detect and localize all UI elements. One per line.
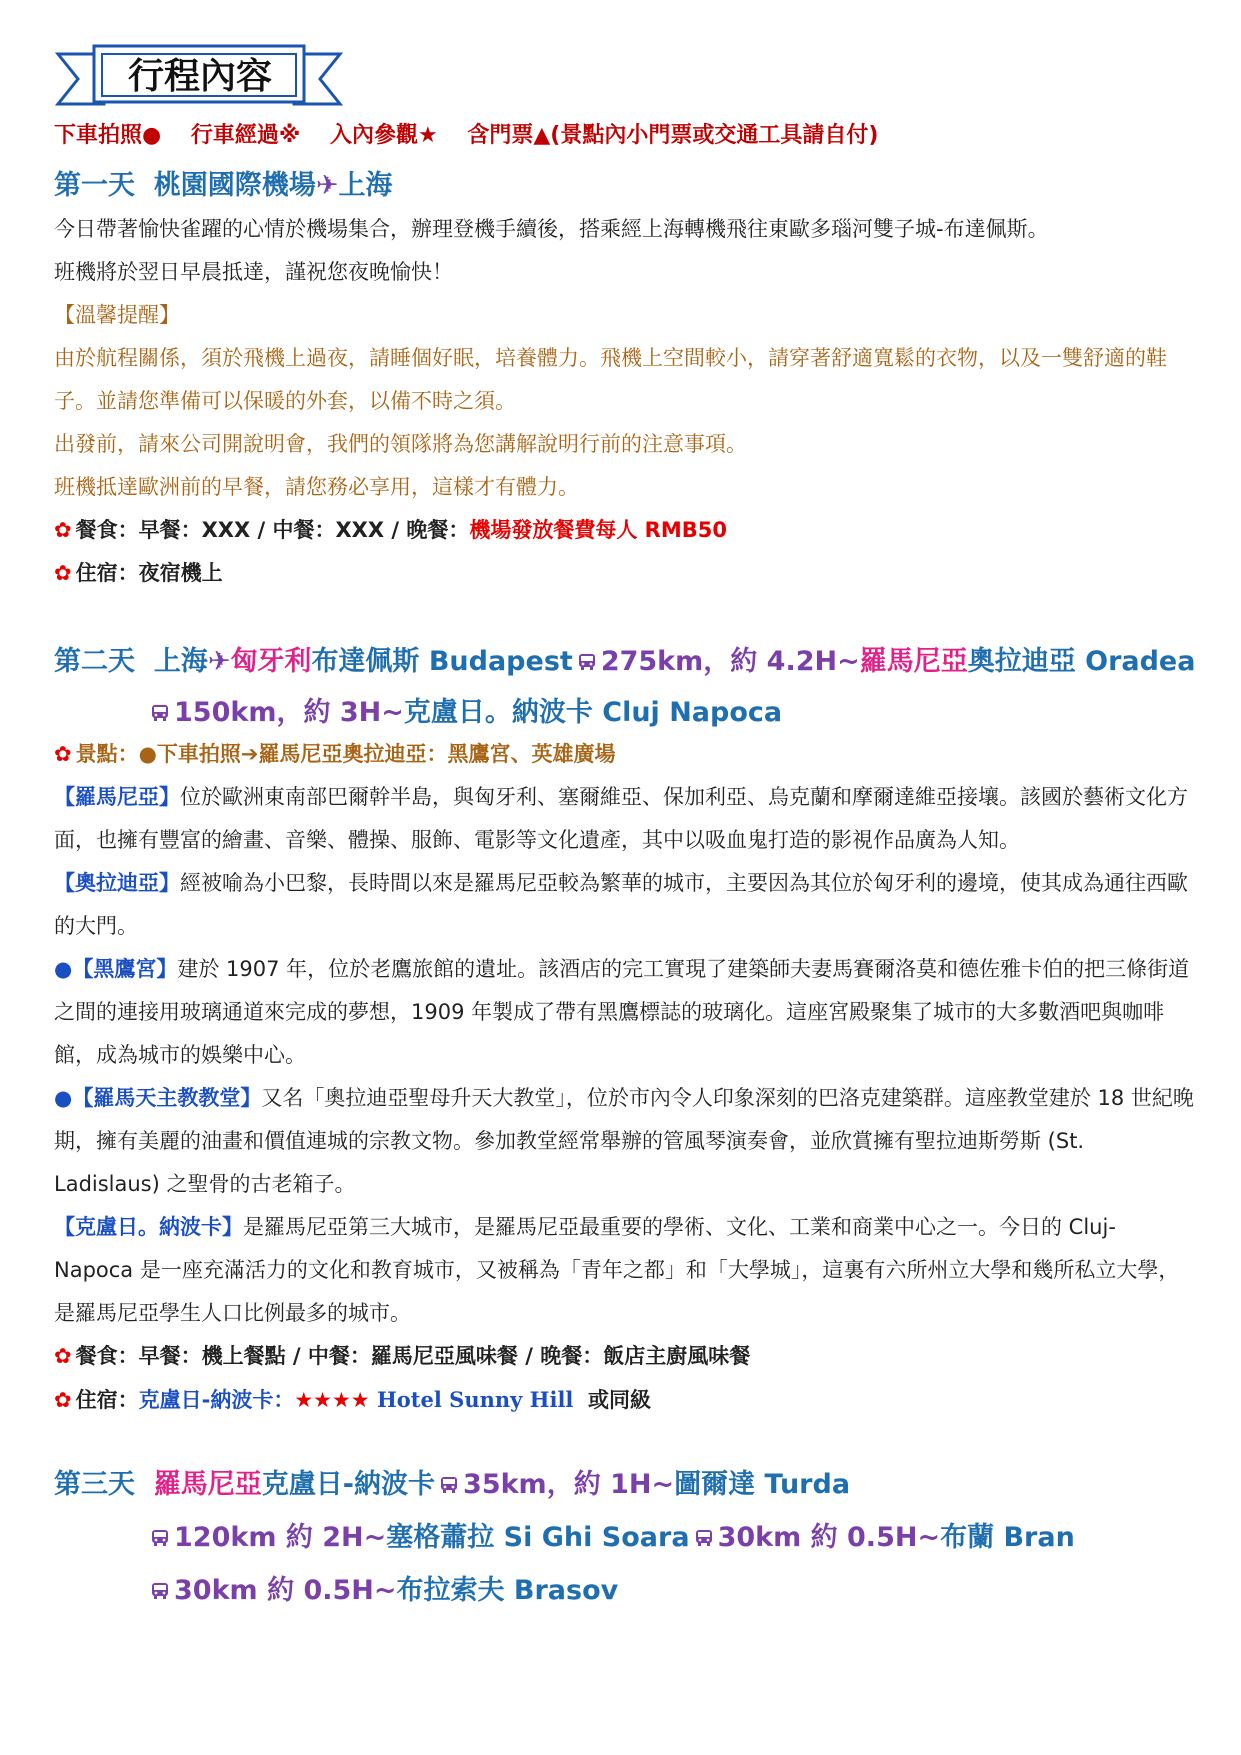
- day3-city3: 塞格蕭拉 Si Ghi Soara: [386, 1522, 690, 1553]
- day1-tip-title: 【溫馨提醒】: [54, 303, 180, 327]
- day2-label: 第二天: [54, 646, 135, 677]
- day2-romania: [54, 776, 1194, 862]
- bus-icon: [150, 704, 170, 722]
- day3-dist1: 35km，約 1H~: [463, 1469, 675, 1500]
- day3-dist2: 120km 約 2H~: [174, 1522, 387, 1553]
- itinerary-page: [54, 40, 1194, 1607]
- day3-city4: 布蘭 Bran: [940, 1522, 1075, 1553]
- day2-hotel-suffix: 或同級: [588, 1388, 652, 1412]
- day3-heading-line2: [54, 1515, 1194, 1554]
- flower-icon: ✿: [54, 1344, 72, 1368]
- bus-icon: [694, 1529, 714, 1547]
- day1-hotel-value: 夜宿機上: [138, 561, 223, 585]
- flower-icon: ✿: [54, 1388, 72, 1412]
- day2-cluj-title: 【克盧日。納波卡】: [54, 1215, 243, 1239]
- day2-hotel-name: Hotel Sunny Hill: [376, 1387, 574, 1412]
- day2-cluj-text: 是羅馬尼亞第三大城市，是羅馬尼亞最重要的學術、文化、工業和商業中心之一。今日的 Cluj-Napoca 是一座充滿活力的文化和教育城市，又被稱為「青年之都」和「大學城」，這裏有六所州立大學和幾所私立大學，是羅馬尼亞學生人口比例最多的城市。: [54, 1215, 1180, 1325]
- day3-city5: 布拉索夫 Brasov: [396, 1575, 619, 1606]
- day2-country2: 羅馬尼亞: [859, 646, 968, 677]
- bus-icon: [439, 1476, 459, 1494]
- day3-city1: 克盧日-納波卡: [261, 1469, 436, 1500]
- day2-oradea: [54, 862, 1194, 948]
- day2-cathedral-title: ●【羅馬天主教教堂】: [54, 1086, 262, 1110]
- day2-hotel-label: 住宿：: [75, 1388, 139, 1412]
- day2-meal: [54, 1335, 1194, 1378]
- day2-oradea-text: 經被喻為小巴黎，長時間以來是羅馬尼亞較為繁華的城市，主要因為其位於匈牙利的邊境，使其成為通往西歐的大門。: [54, 871, 1188, 938]
- day2-dist1: 275km，約 4.2H~: [600, 646, 860, 677]
- day2-cluj: [54, 1206, 1194, 1335]
- legend-pass: 行車經過※: [190, 123, 301, 148]
- day1-tip-3: 班機抵達歐洲前的早餐，請您務必享用，這樣才有體力。: [54, 475, 579, 499]
- day3-heading: [54, 1462, 1194, 1501]
- page-title: 行程內容: [127, 56, 272, 97]
- day2-hotel-city: 克盧日-納波卡：: [138, 1388, 295, 1412]
- day2-oradea-title: 【奧拉迪亞】: [54, 871, 180, 895]
- day1-hotel-label: 住宿：: [75, 561, 139, 585]
- day2-hotel: [54, 1378, 1194, 1422]
- day2-from: 上海: [153, 646, 208, 677]
- day1-hotel: [54, 552, 1194, 595]
- day3-heading-line3: [54, 1568, 1194, 1607]
- day1-heading: [54, 163, 1194, 202]
- day3-city2: 圖爾達 Turda: [674, 1469, 851, 1500]
- day1-tip-1: 由於航程關係，須於飛機上過夜，請睡個好眠，培養體力。飛機上空間較小，請穿著舒適寬鬆的衣物，以及一雙舒適的鞋子。並請您準備可以保暖的外套，以備不時之須。: [54, 346, 1167, 413]
- day2-city2: 奧拉迪亞 Oradea: [967, 646, 1196, 677]
- plane-icon: ✈: [315, 170, 339, 201]
- legend-ticket: 含門票▲(景點內小門票或交通工具請自付): [467, 123, 879, 148]
- flower-icon: ✿: [54, 742, 72, 766]
- day2-sight-label: 景點：: [75, 742, 139, 766]
- section-banner: [54, 40, 344, 116]
- day3-country: 羅馬尼亞: [153, 1469, 262, 1500]
- day2-black-eagle-title: ●【黑鷹宮】: [54, 957, 178, 981]
- day2-sight-value: ●下車拍照➔羅馬尼亞奧拉迪亞：黑鷹宮、英雄廣場: [138, 742, 616, 766]
- flower-icon: ✿: [54, 561, 72, 585]
- day1-label: 第一天: [54, 170, 135, 201]
- legend-photo: 下車拍照●: [54, 123, 162, 148]
- day2-heading: [54, 639, 1194, 678]
- day2-cathedral: [54, 1077, 1194, 1206]
- day2-black-eagle: [54, 948, 1194, 1077]
- day1-to: 上海: [338, 170, 393, 201]
- day1-meal: [54, 509, 1194, 552]
- day2-dist2: 150km，約 3H~: [174, 697, 404, 728]
- day2-romania-text: 位於歐洲東南部巴爾幹半島，與匈牙利、塞爾維亞、保加利亞、烏克蘭和摩爾達維亞接壤。該國於藝術文化方面，也擁有豐富的繪畫、音樂、體操、服飾、電影等文化遺產，其中以吸血鬼打造的影視作品廣為人知。: [54, 785, 1188, 852]
- day2-city1: 布達佩斯 Budapest: [311, 646, 573, 677]
- day2-cathedral-text: 又名「奧拉迪亞聖母升天大教堂」，位於市內令人印象深刻的巴洛克建築群。這座教堂建於 18 世紀晚期，擁有美麗的油畫和價值連城的宗教文物。參加教堂經常舉辦的管風琴演奏會，並欣賞擁有聖拉迪斯勞斯 (St. Ladislaus) 之聖骨的古老箱子。: [54, 1086, 1194, 1196]
- day3-dist4: 30km 約 0.5H~: [174, 1575, 397, 1606]
- day2-black-eagle-text: 建於 1907 年，位於老鷹旅館的遺址。該酒店的完工實現了建築師夫妻馬賽爾洛莫和德佐雅卡伯的把三條街道之間的連接用玻璃通道來完成的夢想，1909 年製成了帶有黑鷹標誌的玻璃化。這座宮殿聚集了城市的大多數酒吧與咖啡館，成為城市的娛樂中心。: [54, 957, 1190, 1067]
- legend-line: [54, 118, 1194, 149]
- plane-icon: ✈: [207, 646, 231, 677]
- day3-label: 第三天: [54, 1469, 135, 1500]
- day2-meal-value: 餐食：早餐：機上餐點 / 中餐：羅馬尼亞風味餐 / 晚餐：飯店主廚風味餐: [75, 1344, 751, 1368]
- day2-sights: [54, 733, 1194, 776]
- legend-visit: 入內參觀★: [329, 123, 438, 148]
- bus-icon: [150, 1582, 170, 1600]
- day1-paragraph-1: 今日帶著愉快雀躍的心情於機場集合，辦理登機手續後，搭乘經上海轉機飛往東歐多瑙河雙子城-布達佩斯。: [54, 217, 1049, 241]
- day2-hotel-stars: ★★★★: [294, 1388, 370, 1412]
- day3-dist3: 30km 約 0.5H~: [717, 1522, 941, 1553]
- day1-meal-dinner: 機場發放餐費每人 RMB50: [469, 518, 727, 542]
- day2-city3: 克盧日。納波卡 Cluj Napoca: [403, 697, 783, 728]
- bus-icon: [577, 653, 597, 671]
- day1-paragraph-2: 班機將於翌日早晨抵達，謹祝您夜晚愉快！: [54, 260, 453, 284]
- day1-from: 桃園國際機場: [153, 170, 316, 201]
- day2-heading-line2: [54, 690, 1194, 729]
- bus-icon: [150, 1529, 170, 1547]
- day2-romania-title: 【羅馬尼亞】: [54, 785, 180, 809]
- day1-meal-label: 餐食：早餐：XXX / 中餐：XXX / 晚餐：: [75, 518, 470, 542]
- flower-icon: ✿: [54, 518, 72, 542]
- day1-tip-2: 出發前，請來公司開說明會，我們的領隊將為您講解說明行前的注意事項。: [54, 432, 747, 456]
- day2-country1: 匈牙利: [230, 646, 312, 677]
